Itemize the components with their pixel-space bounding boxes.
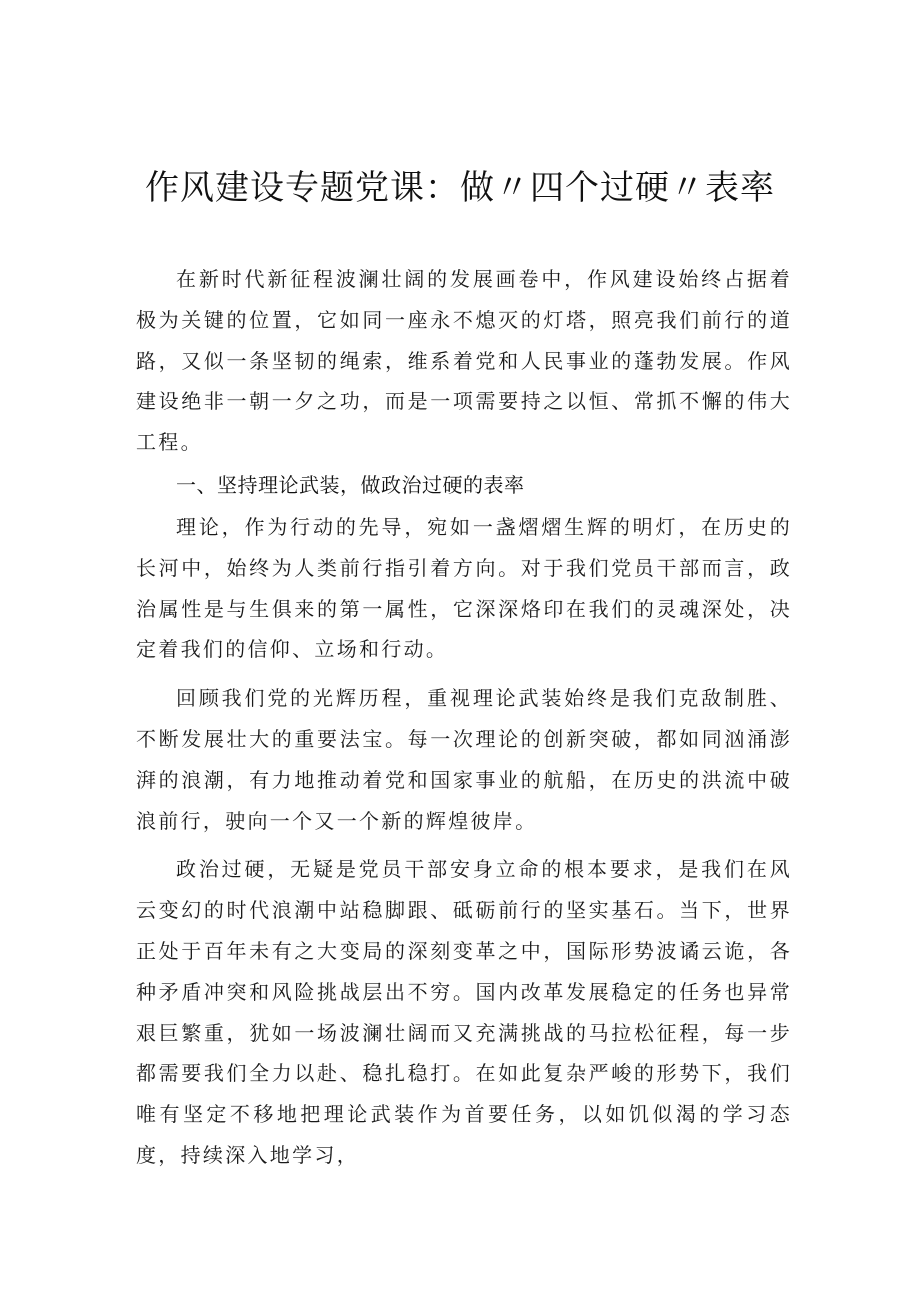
document-title: 作风建设专题党课：做〃四个过硬〃表率: [145, 168, 775, 208]
section-heading-1: 一、坚持理论武装，做政治过硬的表率: [176, 472, 525, 497]
document-body: [136, 259, 792, 1176]
intro-paragraph: 在新时代新征程波澜壮阔的发展画卷中，作风建设始终占据着极为关键的位置，它如同一座永不熄灭的灯塔，照亮我们前行的道路，又似一条坚韧的绳索，维系着党和人民事业的蓬勃发展。作风建设绝非一朝一夕之功，而是一项需要持之以恒、常抓不懈的伟大工程。: [136, 267, 792, 455]
section1-paragraph-3: 政治过硬，无疑是党员干部安身立命的根本要求，是我们在风云变幻的时代浪潮中站稳脚跟、砥砺前行的坚实基石。当下，世界正处于百年未有之大变局的深刻变革之中，国际形势波谲云诡，各种矛盾冲突和风险挑战层出不穷。国内改革发展稳定的任务也异常艰巨繁重，犹如一场波澜壮阔而又充满挑战的马拉松征程，每一步都需要我们全力以赴、稳扎稳打。在如此复杂严峻的形势下，我们唯有坚定不移地把理论武装作为首要任务，以如饥似渴的学习态度，持续深入地学习，: [136, 857, 792, 1167]
section1-paragraph-2: 回顾我们党的光辉历程，重视理论武装始终是我们克敌制胜、不断发展壮大的重要法宝。每一次理论的创新突破，都如同汹涌澎湃的浪潮，有力地推动着党和国家事业的航船，在历史的洪流中破浪前行，驶向一个又一个新的辉煌彼岸。: [136, 686, 792, 833]
section1-paragraph-1: 理论，作为行动的先导，宛如一盏熠熠生辉的明灯，在历史的长河中，始终为人类前行指引着方向。对于我们党员干部而言，政治属性是与生俱来的第一属性，它深深烙印在我们的灵魂深处，决定着我们的信仰、立场和行动。: [136, 514, 792, 662]
